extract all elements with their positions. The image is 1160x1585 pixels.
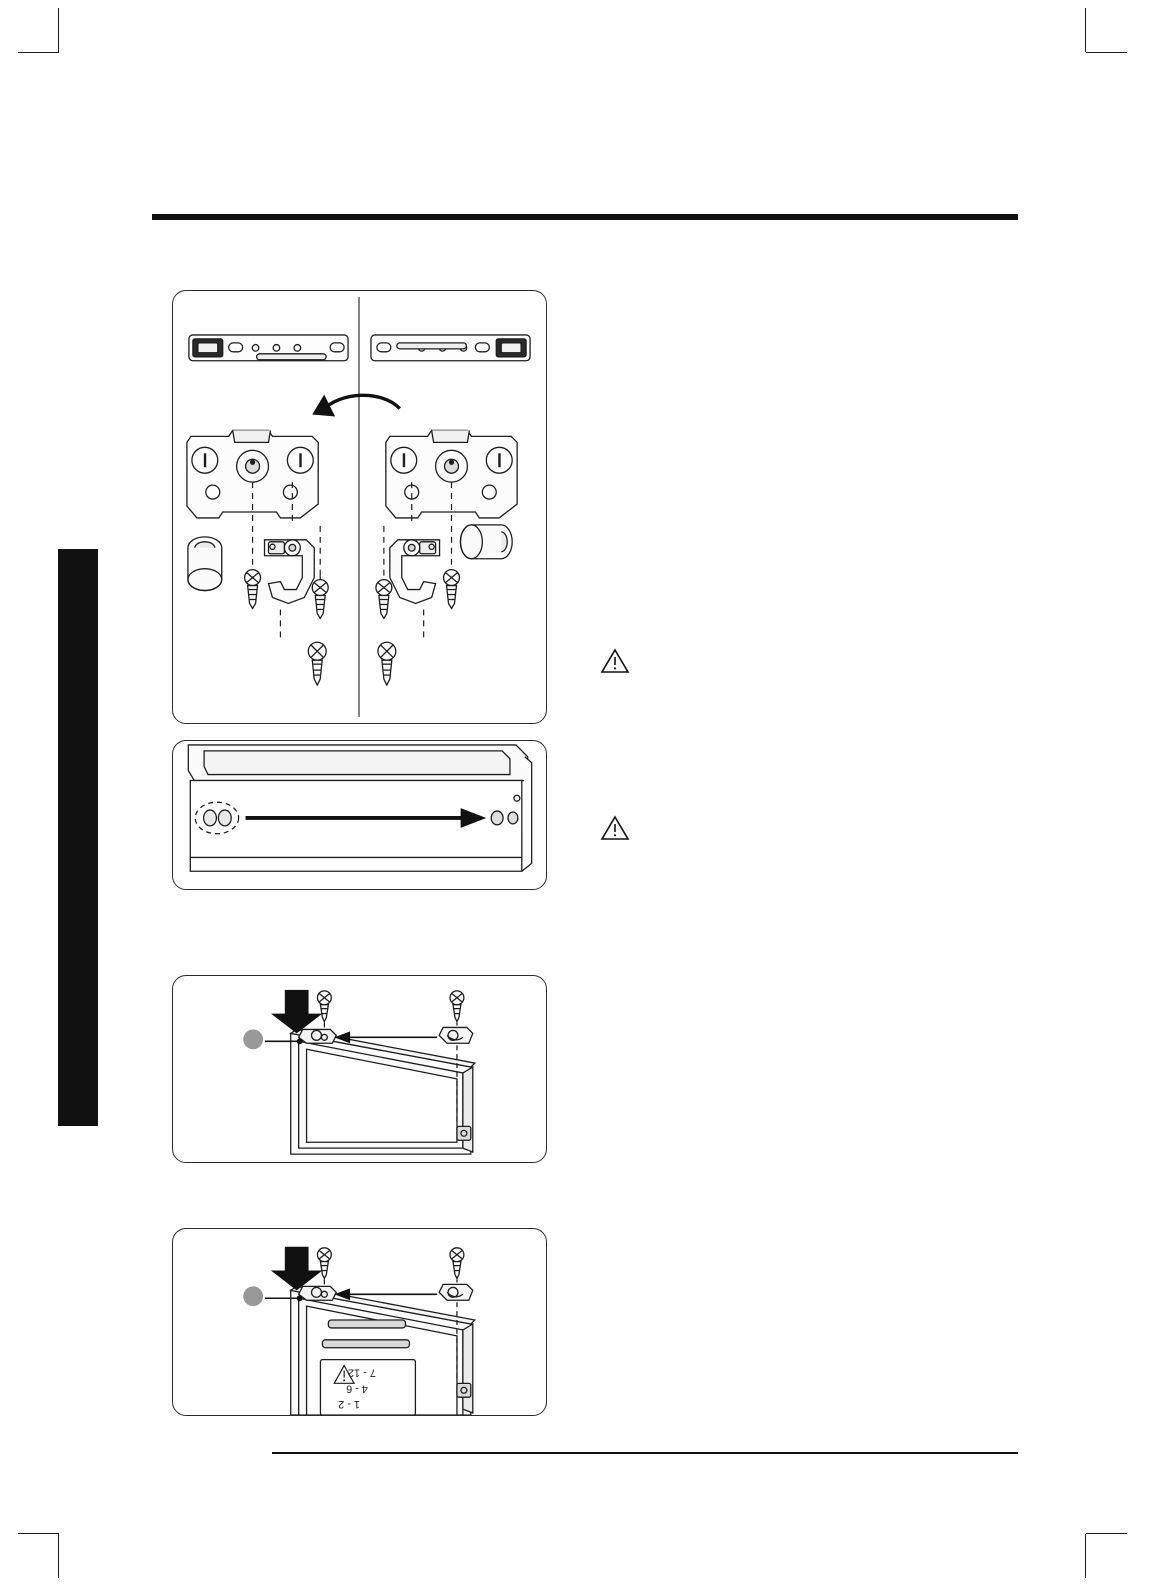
warning-triangle-icon [600,815,630,841]
press-arrow [271,1247,322,1291]
crop-mark-top-left-vertical [58,8,59,52]
side-thumb-tab [58,549,98,1126]
footer-rule [272,1452,1018,1454]
lower-door-hinge-install-figure [172,1228,547,1416]
sticker-line-3: 7 - 12 [348,1366,376,1379]
swap-arrow [322,395,400,410]
crop-mark-bottom-right-vertical [1085,1534,1086,1578]
upper-door-drawing [173,976,546,1162]
hinge-assembly-figure [172,290,547,724]
crop-mark-top-right-vertical [1085,8,1086,52]
warning-triangle-icon [600,648,630,674]
crop-mark-bottom-right-horizontal [1086,1533,1127,1534]
crop-mark-top-left-horizontal [18,52,59,53]
hole-cover-relocation-figure [172,740,547,890]
lower-door-drawing [173,1229,546,1415]
press-arrow [271,990,322,1034]
hole-cover-drawing [173,741,546,889]
crop-mark-bottom-left-horizontal [18,1533,59,1534]
crop-mark-top-right-horizontal [1086,52,1127,53]
hinge-assembly-drawing [173,291,546,723]
header-rule [152,214,1018,220]
upper-door-hinge-install-figure [172,975,547,1163]
caution-symbol-top [600,648,630,674]
sticker-line-2: 4 - 6 [346,1382,368,1395]
caution-symbol-bottom [600,815,630,841]
sticker-line-1: 1 - 2 [338,1398,360,1411]
crop-mark-bottom-left-vertical [58,1534,59,1578]
